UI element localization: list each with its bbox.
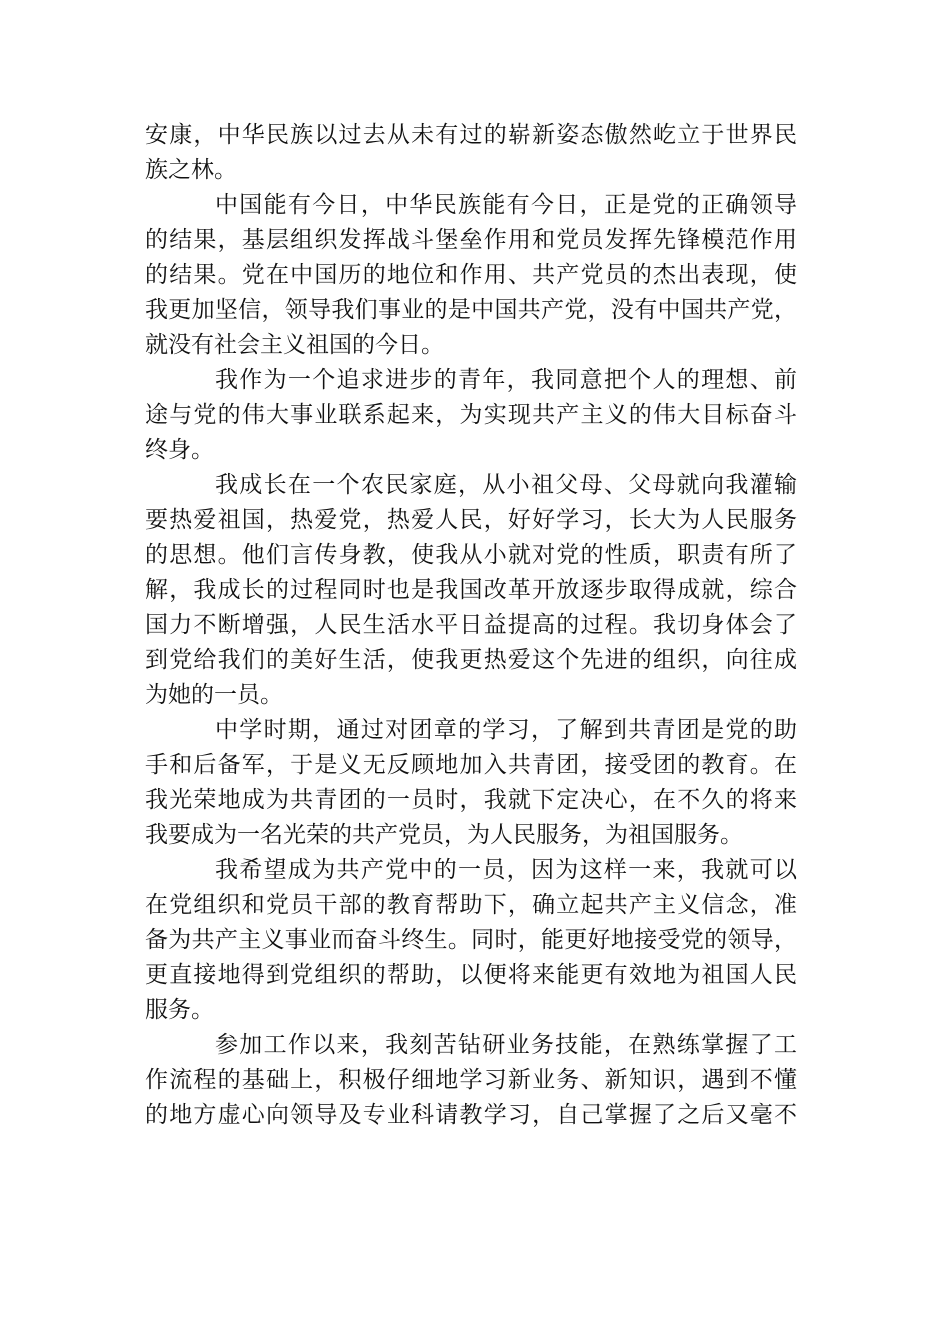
paragraph-2 [145,188,797,363]
paragraph-7 [145,1028,797,1133]
text-line: 为她的一员。 [145,682,283,708]
paragraph-3 [145,363,797,468]
text-line: 就没有社会主义祖国的今日。 [145,332,444,358]
paragraph-1 [145,118,797,188]
text-line: 作流程的基础上，积极仔细地学习新业务、新知识，遇到不懂 [145,1067,797,1093]
text-line: 我光荣地成为共青团的一员时，我就下定决心，在不久的将来 [145,787,797,813]
text-line: 途与党的伟大事业联系起来，为实现共产主义的伟大目标奋斗 [145,402,797,428]
text-line: 参加工作以来，我刻苦钻研业务技能，在熟练掌握了工 [215,1032,797,1058]
text-line: 的结果，基层组织发挥战斗堡垒作用和党员发挥先锋模范作用 [145,227,797,253]
text-line: 终身。 [145,437,214,463]
text-line: 我成长在一个农民家庭，从小祖父母、父母就向我灌输 [215,472,797,498]
text-line: 安康，中华民族以过去从未有过的崭新姿态傲然屹立于世界民 [145,122,797,148]
text-line: 的思想。他们言传身教，使我从小就对党的性质，职责有所了 [145,542,797,568]
paragraph-6 [145,853,797,1028]
text-line: 国力不断增强，人民生活水平日益提高的过程。我切身体会了 [145,612,797,638]
text-line: 中国能有今日，中华民族能有今日，正是党的正确领导 [215,192,797,218]
text-line: 的地方虚心向领导及专业科请教学习，自己掌握了之后又毫不 [145,1102,797,1128]
text-line: 的结果。党在中国历的地位和作用、共产党员的杰出表现，使 [145,262,797,288]
paragraph-4 [145,468,797,713]
paragraph-5 [145,713,797,853]
text-line: 我作为一个追求进步的青年，我同意把个人的理想、前 [215,367,797,393]
text-line: 我希望成为共产党中的一员，因为这样一来，我就可以 [215,857,797,883]
text-line: 中学时期，通过对团章的学习，了解到共青团是党的助 [215,717,797,743]
text-line: 我要成为一名光荣的共产党员，为人民服务，为祖国服务。 [145,822,743,848]
text-line: 族之林。 [145,157,237,183]
document-body [145,118,797,1133]
text-line: 到党给我们的美好生活，使我更热爱这个先进的组织，向往成 [145,647,797,673]
text-line: 更直接地得到党组织的帮助，以便将来能更有效地为祖国人民 [145,962,797,988]
text-line: 我更加坚信，领导我们事业的是中国共产党，没有中国共产党， [145,297,797,323]
text-line: 在党组织和党员干部的教育帮助下，确立起共产主义信念，准 [145,892,797,918]
text-line: 备为共产主义事业而奋斗终生。同时，能更好地接受党的领导， [145,927,797,953]
text-line: 要热爱祖国，热爱党，热爱人民，好好学习，长大为人民服务 [145,507,797,533]
text-line: 解，我成长的过程同时也是我国改革开放逐步取得成就，综合 [145,577,797,603]
text-line: 服务。 [145,997,214,1023]
text-line: 手和后备军，于是义无反顾地加入共青团，接受团的教育。在 [145,752,797,778]
